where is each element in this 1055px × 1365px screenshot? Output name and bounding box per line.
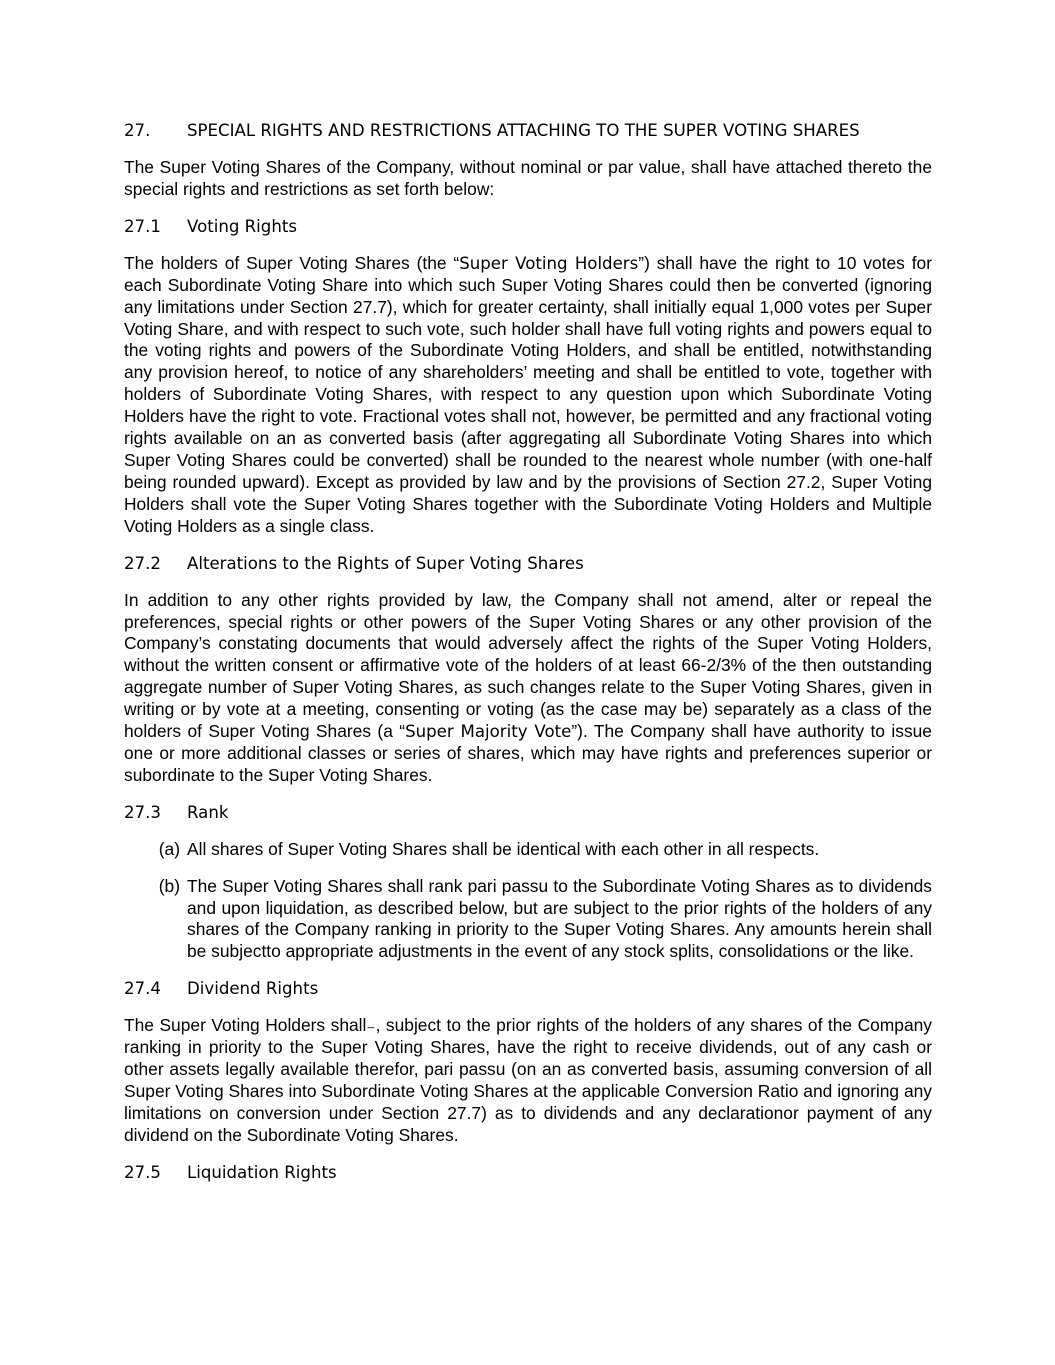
subsection-title: Rank	[187, 802, 229, 822]
list-item-text: All shares of Super Voting Shares shall be identical with each other in all respects.	[187, 838, 820, 859]
section-title: SPECIAL RIGHTS AND RESTRICTIONS ATTACHING TO THE SUPER VOTING SHARES	[187, 121, 860, 140]
subsection-heading-27-4	[124, 978, 932, 1000]
list-item-text: The Super Voting Shares shall rank pari passu to the Subordinate Voting Shares as to dividends and upon liquidation, as described below, but are subject to the prior rights of the holders of any shares of the Company ranking in priority to the Super Voting Shares. Any amounts herein shall be subjectto appropriate adjustments in the event of any stock splits, consolidations or the like.	[187, 875, 932, 962]
subsection-heading-27-2	[124, 553, 932, 575]
voting-rights-paragraph	[124, 253, 932, 538]
document-page	[124, 120, 932, 1199]
defined-term: Super Voting Holders	[459, 253, 639, 273]
subsection-title: Dividend Rights	[187, 979, 319, 999]
subsection-title: Liquidation Rights	[187, 1162, 337, 1182]
subsection-title: Voting Rights	[187, 216, 297, 236]
paragraph-text: The holders of Super Voting Shares (the “	[124, 252, 460, 273]
dividend-rights-paragraph: The Super Voting Holders shall₋, subject to the prior rights of the holders of any shares of the Company ranking in priority to the Super Voting Shares, have the right to receive dividends, out of any cash or other assets legally available therefor, pari passu (on an as converted basis, assuming conversion of all Super Voting Shares into Subordinate Voting Shares at the applicable Conversion Ratio and ignoring any limitations on conversion under Section 27.7) as to dividends and any declarationor payment of any dividend on the Subordinate Voting Shares.	[124, 1015, 932, 1145]
list-item-marker: (b)	[158, 875, 180, 896]
subsection-heading-27-5	[124, 1162, 932, 1184]
subsection-title: Alterations to the Rights of Super Voting Shares	[187, 553, 584, 573]
subsection-heading-27-3	[124, 802, 932, 824]
paragraph-text: ”) shall have the right to 10 votes for each Subordinate Voting Share into which such Super Voting Shares could then be converted (ignoring any limitations under Section 27.7), which for greater certainty, shall initially equal 1,000 votes per Super Voting Share, and with respect to such vote, such holder shall have full voting rights and powers equal to the voting rights and powers of the Subordinate Voting Holders, and shall be entitled, notwithstanding any provision hereof, to notice of any shareholders’ meeting and shall be entitled to vote, together with holders of Subordinate Voting Shares, with respect to any question upon which Subordinate Voting Holders have the right to vote. Fractional votes shall not, however, be permitted and any fractional voting rights available on an as converted basis (after aggregating all Subordinate Voting Shares into which Super Voting Shares could be converted) shall be rounded to the nearest whole number (with one-half being rounded upward). Except as provided by law and by the provisions of Section 27.2, Super Voting Holders shall vote the Super Voting Shares together with the Subordinate Voting Holders and Multiple Voting Holders as a single class.	[124, 252, 932, 536]
subsection-number: 27.2	[124, 553, 161, 573]
defined-term: Super Majority Vote	[405, 722, 572, 742]
paragraph-text: In addition to any other rights provided by law, the Company shall not amend, alter or repeal the preferences, special rights or other powers of the Super Voting Shares or any other provision of the Company’s constating documents that would adversely affect the rights of the Super Voting Holders, without the written consent or affirmative vote of the holders of at least 66-2/3% of the then outstanding aggregate number of Super Voting Shares, as such changes relate to the Super Voting Shares, given in writing or by vote at a meeting, consenting or voting (as the case may be) separately as a class of the holders of Super Voting Shares (a “	[124, 589, 932, 742]
section-number: 27.	[124, 121, 151, 140]
subsection-heading-27-1	[124, 216, 932, 238]
alterations-paragraph	[124, 590, 932, 787]
section-heading	[124, 120, 932, 142]
list-item	[124, 839, 932, 861]
list-item-marker: (a)	[158, 838, 180, 859]
subsection-number: 27.3	[124, 802, 161, 822]
paragraph-text: ”). The Company shall have authority to issue one or more additional classes or series of shares, which may have rights and preferences superior or subordinate to the Super Voting Shares.	[124, 721, 932, 785]
subsection-number: 27.5	[124, 1162, 161, 1182]
list-item	[124, 876, 932, 964]
subsection-number: 27.4	[124, 979, 161, 999]
subsection-number: 27.1	[124, 216, 161, 236]
intro-paragraph: The Super Voting Shares of the Company, without nominal or par value, shall have attached thereto the special rights and restrictions as set forth below:	[124, 157, 932, 199]
